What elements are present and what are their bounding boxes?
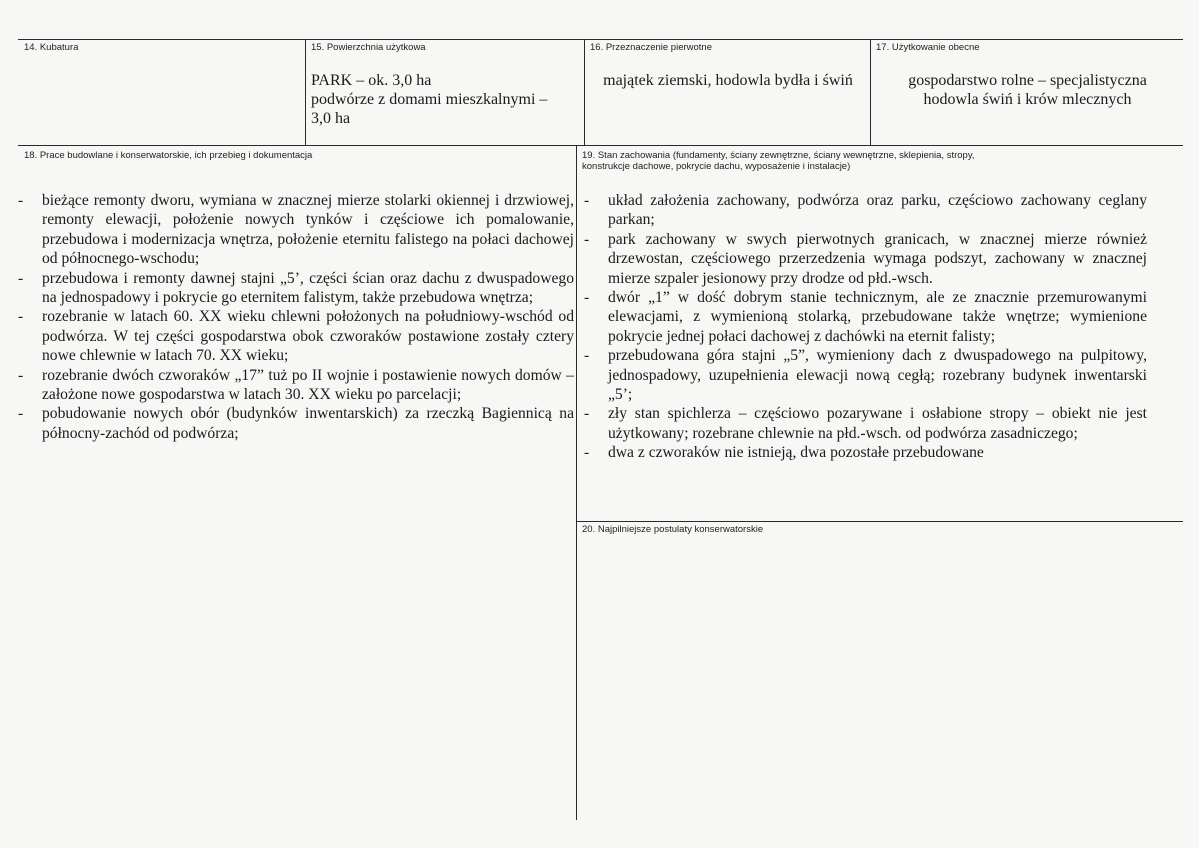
table-top-border <box>18 39 1183 40</box>
field-17-line-2: hodowla świń i krów mlecznych <box>923 91 1132 108</box>
list-item-text: dwa z czworaków nie istnieją, dwa pozostałe przebudowane <box>608 444 984 462</box>
field-16-label: 16. Przeznaczenie pierwotne <box>590 42 712 53</box>
bullet-dash: - <box>18 366 24 384</box>
list-item-text: dwór „1” w dość dobrym stanie technicznym, ale ze znacznie przemurowanymi elewacjami, z wymienioną stolarką, przebudowane także wnętrze; wymienione pokrycie jednej połaci dachowej z dachówki na eternit falisty; <box>608 289 1147 345</box>
list-item-text: układ założenia zachowany, podwórza oraz parku, częściowo zachowany ceglany parkan; <box>608 192 1147 229</box>
list-item-text: park zachowany w swych pierwotnych granicach, w znacznej mierze również drzewostan, częściowego przerzedzenia wymaga podszyt, zachowany w znacznej mierze szpaler jesionowy przy drodze od płd.-wsch. <box>608 230 1147 287</box>
list-item <box>18 307 574 365</box>
bullet-dash: - <box>584 289 590 307</box>
list-item-text: rozebranie dwóch czworaków „17” tuż po II wojnie i postawienie nowych domów – założone nowe gospodarstwa w latach 30. XX wieku po parcelacji; <box>42 366 574 404</box>
section-20-label: 20. Najpilniejsze postulaty konserwatorskie <box>582 524 764 535</box>
field-15-value <box>311 71 581 128</box>
section-19-20-divider <box>576 521 1183 522</box>
field-16-value <box>586 71 870 90</box>
list-item <box>18 366 574 405</box>
list-item-text: zły stan spichlerza – częściowo pozarywane i osłabione stropy – obiekt nie jest użytkowany; rozebrane chlewnie na płd.-wsch. od podwórza zasadniczego; <box>608 405 1147 442</box>
field-15-label: 15. Powierzchnia użytkowa <box>311 42 426 53</box>
list-item-text: rozebranie w latach 60. XX wieku chlewni położonych na południowy-wschód od podwórza. W tej części gospodarstwa obok czworaków postawione zostały cztery nowe chlewnie w latach 70. XX wieku; <box>42 308 574 365</box>
section-19-label-line-1: 19. Stan zachowania (fundamenty, ściany zewnętrzne, ściany wewnętrzne, sklepienia, stropy, <box>582 150 975 161</box>
bullet-dash: - <box>18 405 24 423</box>
list-item-text: przebudowa i remonty dawnej stajni „5’, części ścian oraz dachu z dwuspadowego na jednospadowy i pokrycie go eternitem falistym, także przebudowa wnętrza; <box>42 269 574 307</box>
list-item-text: przebudowana góra stajni „5”, wymieniony dach z dwuspadowego na pulpitowy, jednospadowy, uzupełnienia elewacji nową cegłą; rozebrany budynek inwentarski „5’; <box>608 347 1147 404</box>
col-divider-16-17 <box>870 39 871 145</box>
list-item-text: bieżące remonty dworu, wymiana w znacznej mierze stolarki okiennej i drzwiowej, remonty elewacji, położenie nowych tynków i częściowe ich pomalowanie, przebudowa i modernizacja wnętrza, położenie eternitu falistego na połaci dachowej od północnego-wschodu; <box>42 192 574 268</box>
bullet-dash: - <box>584 444 590 462</box>
field-15-line-3: 3,0 ha <box>311 110 351 127</box>
list-item-text: pobudowanie nowych obór (budynków inwentarskich) za rzeczką Bagiennicą na północny-zachód od podwórza; <box>42 405 574 442</box>
field-15-line-1: PARK – ok. 3,0 ha <box>311 72 432 89</box>
col-divider-15-16 <box>584 39 585 145</box>
bullet-dash: - <box>18 308 24 326</box>
section-19-label-line-2: konstrukcje dachowe, pokrycie dachu, wyposażenie i instalacje) <box>582 161 851 172</box>
bullet-dash: - <box>18 192 24 209</box>
list-item <box>18 191 574 269</box>
main-column-divider <box>576 145 577 820</box>
col-divider-14-15 <box>305 39 306 145</box>
list-item <box>584 443 1147 462</box>
list-item <box>18 404 574 443</box>
field-16-line-1: majątek ziemski, hodowla bydła i świń <box>603 72 853 89</box>
field-17-line-1: gospodarstwo rolne – specjalistyczna <box>908 72 1147 89</box>
list-item <box>18 269 574 308</box>
header-row-bottom-border <box>18 145 1183 146</box>
bullet-dash: - <box>584 230 590 248</box>
bullet-dash: - <box>584 405 590 423</box>
list-item <box>584 404 1147 443</box>
bullet-dash: - <box>584 347 590 365</box>
bullet-dash: - <box>584 192 590 209</box>
field-17-value <box>872 71 1183 109</box>
list-item <box>584 230 1147 288</box>
section-18-label: 18. Prace budowlane i konserwatorskie, ich przebieg i dokumentacja <box>24 150 313 161</box>
section-19-list <box>584 191 1147 463</box>
field-15-line-2: podwórze z domami mieszkalnymi – <box>311 91 548 108</box>
field-14-label: 14. Kubatura <box>24 42 79 53</box>
list-item <box>584 346 1147 404</box>
bullet-dash: - <box>18 269 24 287</box>
list-item <box>584 288 1147 346</box>
list-item <box>584 191 1147 230</box>
field-17-label: 17. Użytkowanie obecne <box>876 42 980 53</box>
section-18-list <box>18 191 574 443</box>
